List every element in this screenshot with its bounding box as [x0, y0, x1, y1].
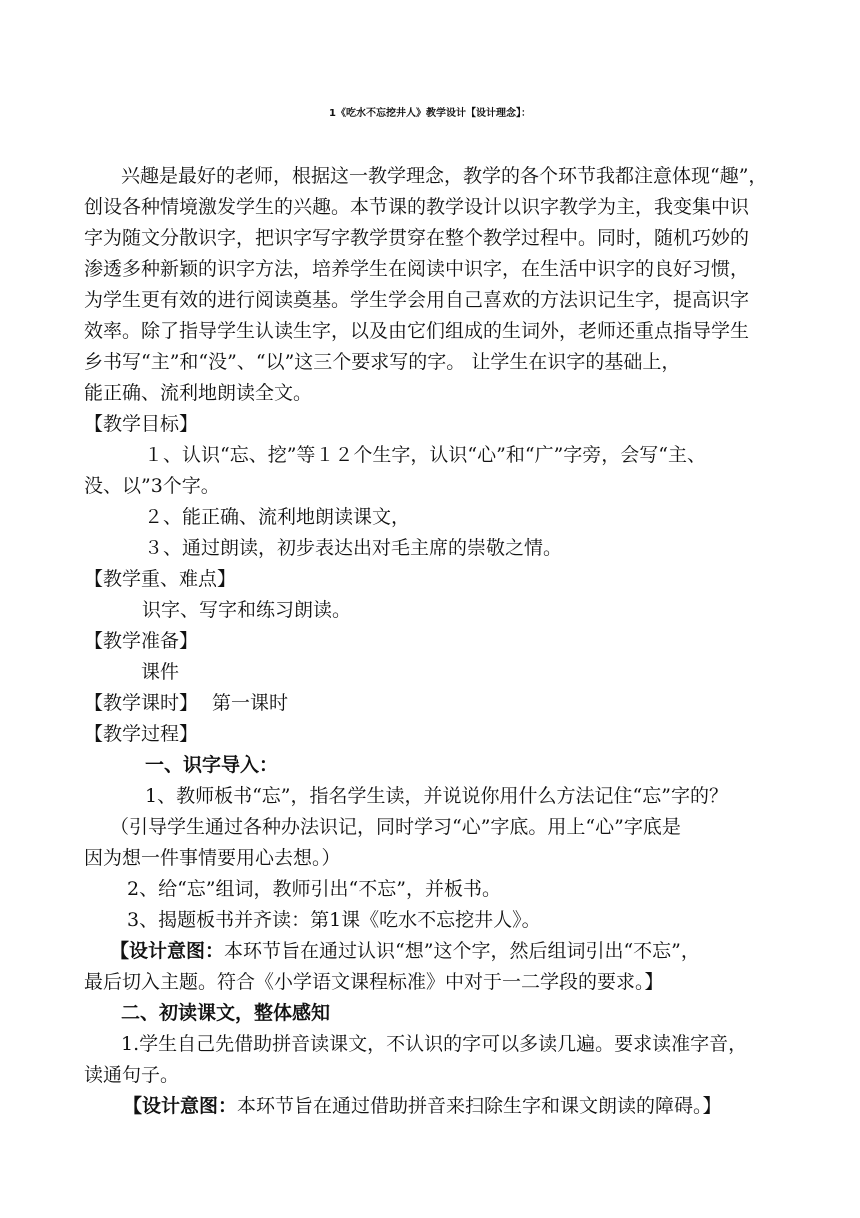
- title-main: 1《吃水不忘挖井人》教学设计: [329, 108, 466, 119]
- goal-item-1: １、认识“忘、挖”等１２个生字，认识“心”和“广”字旁，会写“主、: [144, 444, 706, 466]
- intro-line-5: 为学生更有效的进行阅读奠基。学生学会用自己喜欢的方法识记生字，提高识字: [84, 289, 750, 311]
- keypoints-heading: 【教学重、难点】: [84, 568, 237, 590]
- section-1-item-3: 3、揭题板书并齐读：第1课《吃水不忘挖井人》。: [127, 909, 541, 931]
- intro-line-4: 渗透多种新颖的识字方法，培养学生在阅读中识字，在生活中识字的良好习惯，: [84, 258, 750, 280]
- intro-line-1: 兴趣是最好的老师，根据这一教学理念，教学的各个环节我都注意体现“趣”，: [121, 165, 768, 187]
- keypoints-text: 识字、写字和练习朗读。: [142, 599, 352, 621]
- section-1-item-2: 2、给“忘”组词，教师引出“不忘”，并板书。: [127, 878, 501, 900]
- goals-heading: 【教学目标】: [84, 413, 199, 435]
- hours-heading: 【教学课时】: [84, 692, 199, 714]
- design-intent-2: [123, 1094, 722, 1118]
- intro-line-2: 创设各种情境激发学生的兴趣。本节课的教学设计以识字教学为主，我变集中识: [84, 196, 750, 218]
- section-1-item-1: 1、教师板书“忘”，指名学生读，并说说你用什么方法记住“忘”字的？: [145, 785, 728, 807]
- design-intent-1: [110, 939, 700, 963]
- design-intent-2-label: 【设计意图：: [123, 1095, 238, 1117]
- design-intent-1-cont: 最后切入主题。符合《小学语文课程标准》中对于一二学段的要求。】: [84, 971, 664, 993]
- section-2-title: 二、初读课文，整体感知: [121, 1002, 331, 1024]
- intro-line-3: 字为随文分散识字，把识字写字教学贯穿在整个教学过程中。同时，随机巧妙的: [84, 227, 750, 249]
- hours-text: 第一课时: [212, 692, 289, 714]
- intro-line-6: 效率。除了指导学生认读生字，以及由它们组成的生词外，老师还重点指导学生: [84, 320, 750, 342]
- prep-text: 课件: [141, 661, 180, 683]
- section-1-note: （引导学生通过各种办法识记，同时学习“心”字底。用上“心”字底是: [110, 816, 681, 838]
- document-title: [0, 104, 860, 119]
- section-1-title: 一、识字导入：: [145, 754, 279, 776]
- goal-item-3: ３、通过朗读，初步表达出对毛主席的崇敬之情。: [144, 537, 563, 559]
- prep-heading: 【教学准备】: [84, 630, 199, 652]
- title-sub: 【设计理念】：: [465, 108, 531, 119]
- design-intent-1-text: 本环节旨在通过认识“想”这个字，然后组词引出“不忘”，: [224, 940, 700, 962]
- intro-line-8: 能正确、流利地朗读全文。: [84, 382, 313, 404]
- design-intent-2-text: 本环节旨在通过借助拼音来扫除生字和课文朗读的障碍。】: [237, 1095, 722, 1117]
- section-2-item-1: 1.学生自己先借助拼音读课文，不认识的字可以多读几遍。要求读准字音，: [121, 1033, 748, 1055]
- intro-line-7: 乡书写“主”和“没”、“以”这三个要求写的字。 让学生在识字的基础上，: [84, 351, 681, 373]
- section-1-note-cont: 因为想一件事情要用心去想。）: [84, 847, 341, 869]
- goal-item-1-cont: 没、以”3个字。: [84, 475, 220, 497]
- process-heading: 【教学过程】: [84, 723, 199, 745]
- goal-item-2: ２、能正确、流利地朗读课文，: [144, 506, 411, 528]
- design-intent-1-label: 【设计意图：: [110, 940, 225, 962]
- section-2-item-1-cont: 读通句子。: [84, 1064, 180, 1086]
